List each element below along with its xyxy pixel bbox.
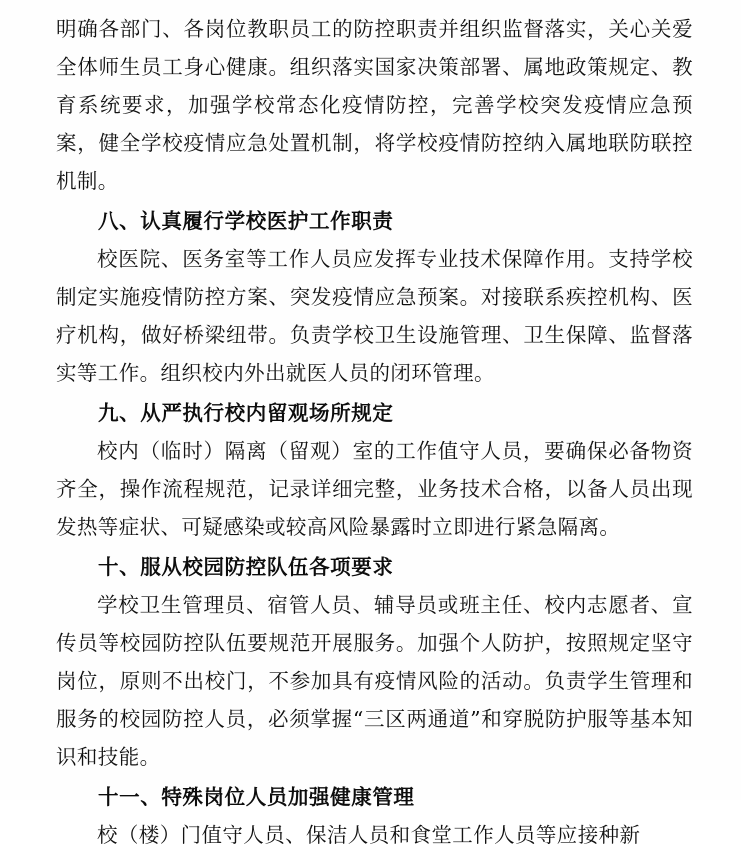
body-paragraph: 明确各部门、各岗位教职员工的防控职责并组织监督落实，关心关爱全体师生员工身心健康。组织落实国家决策部署、属地政策规定、教育系统要求，加强学校常态化疫情防控，完善学校突发疫情应急预案，健全学校疫情应急处置机制，将学校疫情防控纳入属地联防联控机制。	[56, 17, 693, 193]
body-paragraph: 学校卫生管理员、宿管人员、辅导员或班主任、校内志愿者、宣传员等校园防控队伍要规范开展服务。加强个人防护，按照规定坚守岗位，原则不出校门，不参加具有疫情风险的活动。负责学生管理和服务的校园防控人员，必须掌握“三区两通道”和穿脱防护服等基本知识和技能。	[56, 593, 693, 769]
section-heading-eight: 八、认真履行学校医护工作职责	[98, 209, 394, 233]
section-heading-nine: 九、从严执行校内留观场所规定	[98, 401, 394, 425]
section-heading-eleven: 十一、特殊岗位人员加强健康管理	[98, 785, 415, 809]
body-paragraph: 校（楼）门值守人员、保洁人员和食堂工作人员等应接种新	[97, 823, 641, 847]
body-paragraph: 校内（临时）隔离（留观）室的工作值守人员，要确保必备物资齐全，操作流程规范，记录详细完整，业务技术合格，以备人员出现发热等症状、可疑感染或较高风险暴露时立即进行紧急隔离。	[56, 439, 693, 539]
section-heading-ten: 十、服从校园防控队伍各项要求	[98, 555, 394, 579]
body-paragraph: 校医院、医务室等工作人员应发挥专业技术保障作用。支持学校制定实施疫情防控方案、突发疫情应急预案。对接联系疾控机构、医疗机构，做好桥梁纽带。负责学校卫生设施管理、卫生保障、监督落实等工作。组织校内外出就医人员的闭环管理。	[56, 247, 693, 385]
